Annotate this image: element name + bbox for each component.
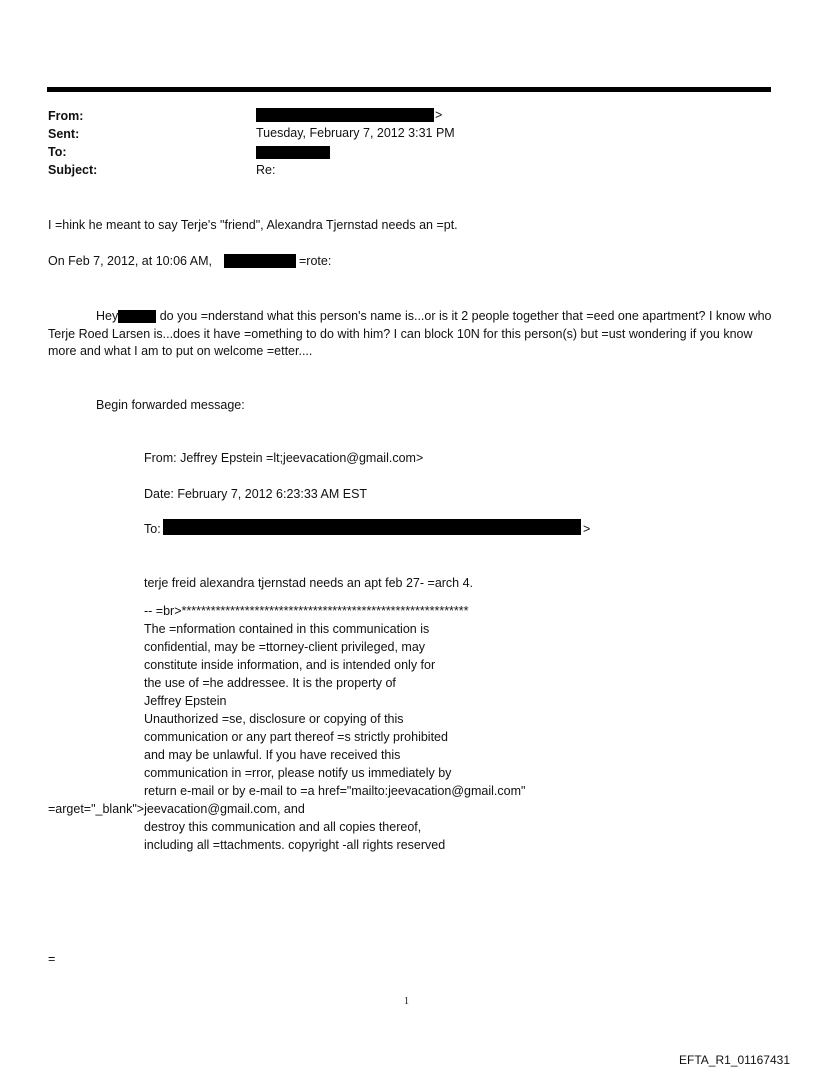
forwarded-to-suffix: > bbox=[583, 522, 591, 536]
forwarded-message: terje freid alexandra tjernstad needs an apt feb 27- =arch 4. bbox=[144, 576, 474, 590]
trailing-mark: = bbox=[48, 952, 56, 966]
disclaimer-outdent-line: =arget="_blank">jeevacation@gmail.com, and bbox=[48, 802, 305, 816]
para-name-redaction bbox=[118, 310, 156, 323]
disclaimer-line: destroy this communication and all copies thereof, bbox=[144, 820, 422, 834]
forwarded-to-redaction bbox=[163, 519, 581, 535]
reply-line: I =hink he meant to say Terje's "friend", Alexandra Tjernstad needs an =pt. bbox=[48, 218, 458, 232]
disclaimer-line: the use of =he addressee. It is the property of bbox=[144, 676, 396, 690]
header-rule bbox=[47, 87, 771, 92]
to-redaction bbox=[256, 146, 330, 159]
from-label: From: bbox=[48, 109, 84, 123]
para-greeting: Hey bbox=[96, 309, 119, 323]
disclaimer-line: including all =ttachments. copyright -all rights reserved bbox=[144, 838, 446, 852]
disclaimer-line: -- =br>*********************************************************** bbox=[144, 604, 469, 618]
sent-label: Sent: bbox=[48, 127, 80, 141]
disclaimer-line: confidential, may be =ttorney-client privileged, may bbox=[144, 640, 426, 654]
disclaimer-line: Jeffrey Epstein bbox=[144, 694, 227, 708]
subject-label: Subject: bbox=[48, 163, 98, 177]
from-redaction bbox=[256, 108, 434, 122]
disclaimer-line: communication in =rror, please notify us immediately by bbox=[144, 766, 452, 780]
disclaimer-line: Unauthorized =se, disclosure or copying of this bbox=[144, 712, 404, 726]
disclaimer-line: and may be unlawful. If you have received this bbox=[144, 748, 401, 762]
to-label: To: bbox=[48, 145, 67, 159]
disclaimer-line: return e-mail or by e-mail to =a href="mailto:jeevacation@gmail.com" bbox=[144, 784, 526, 798]
para-body: do you =nderstand what this person's name is...or is it 2 people together that =eed one apartment? I know who Terje Roed Larsen is...does it have =omething to do with him? I can block 10N for this person(s) but =ust wondering if you know more and what I am to put on welcome =etter.... bbox=[48, 309, 772, 358]
disclaimer-line: communication or any part thereof =s strictly prohibited bbox=[144, 730, 448, 744]
disclaimer-line: The =nformation contained in this communication is bbox=[144, 622, 430, 636]
quote-intro-prefix: On Feb 7, 2012, at 10:06 AM, bbox=[48, 254, 212, 268]
forwarded-label: Begin forwarded message: bbox=[96, 398, 245, 412]
forwarded-to-label: To: bbox=[144, 522, 161, 536]
subject-value: Re: bbox=[256, 163, 276, 177]
quoted-paragraph bbox=[48, 308, 773, 361]
sent-value: Tuesday, February 7, 2012 3:31 PM bbox=[256, 126, 455, 140]
disclaimer-block bbox=[48, 602, 526, 854]
from-suffix: > bbox=[435, 108, 443, 122]
quote-intro-redaction bbox=[224, 254, 296, 268]
document-id: EFTA_R1_01167431 bbox=[679, 1053, 790, 1067]
disclaimer-line: constitute inside information, and is intended only for bbox=[144, 658, 436, 672]
forwarded-from: From: Jeffrey Epstein =lt;jeevacation@gmail.com> bbox=[144, 451, 424, 465]
forwarded-date: Date: February 7, 2012 6:23:33 AM EST bbox=[144, 487, 368, 501]
page-number: 1 bbox=[404, 996, 409, 1007]
quote-intro-suffix: =rote: bbox=[299, 254, 332, 268]
